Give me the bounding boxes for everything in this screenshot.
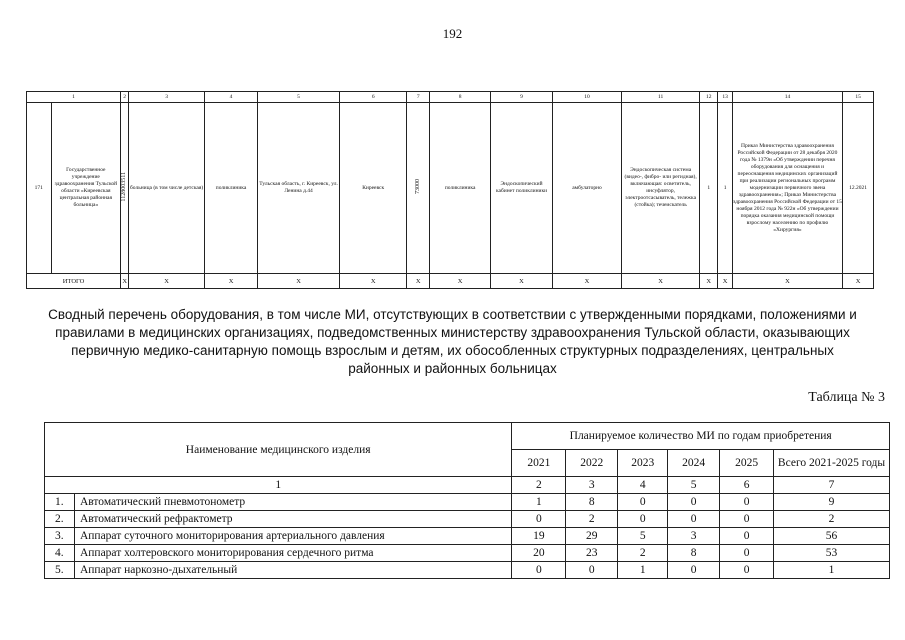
header-cell: 13 [718, 92, 732, 103]
header-cell: 12 [700, 92, 718, 103]
year-value: 0 [618, 511, 668, 528]
header-cell: 5 [258, 92, 340, 103]
year-value: 0 [668, 494, 720, 511]
header-cell: 14 [732, 92, 842, 103]
year-value: 0 [668, 562, 720, 579]
column-number: 5 [668, 477, 720, 494]
header-cell: 10 [552, 92, 622, 103]
total-row [27, 274, 874, 289]
year-value: 0 [720, 562, 774, 579]
year-value: 1 [512, 494, 566, 511]
care-conditions: амбулаторно [552, 103, 622, 274]
year-value: 29 [566, 528, 618, 545]
address: Тульская область, г. Киреевск, ул. Ленина д.44 [258, 103, 340, 274]
year-value: 8 [668, 545, 720, 562]
year-value: 1 [618, 562, 668, 579]
header-cell: 11 [622, 92, 700, 103]
header-cell: 8 [429, 92, 490, 103]
device-name: Аппарат суточного мониторирования артериального давления [74, 528, 511, 545]
x-cell: X [204, 274, 257, 289]
page-number: 192 [442, 26, 463, 41]
unit-type: поликлиника [429, 103, 490, 274]
header-cell: 15 [843, 92, 874, 103]
table-row [45, 545, 890, 562]
row-number: 171 [27, 103, 52, 274]
row-number: 3. [45, 528, 75, 545]
column-number: 1 [45, 477, 512, 494]
x-cell: X [732, 274, 842, 289]
device-name: Аппарат холтеровского мониторирования сердечного ритма [74, 545, 511, 562]
oktmo-code: 73000 [414, 179, 421, 194]
header-cell: 3 [129, 92, 205, 103]
year-value: 0 [720, 494, 774, 511]
organization-type: больница (в том числе детская) [129, 103, 205, 274]
column-number: 6 [720, 477, 774, 494]
header-cell: 6 [339, 92, 407, 103]
year-header: 2025 [720, 450, 774, 477]
device-name: Автоматический пневмотонометр [74, 494, 511, 511]
x-cell: X [843, 274, 874, 289]
table-row [27, 103, 874, 274]
header-cell: 2 [121, 92, 129, 103]
year-value: 5 [618, 528, 668, 545]
subdivision-type: поликлиника [204, 103, 257, 274]
legal-basis: Приказ Министерства здравоохранения Российской Федерации от 28 декабря 2020 года № 1379н «Об утверждении перечня оборудования для оснащения и переоснащения медицинских организаций при реализации региональных программ модернизации первичного звена здравоохранения»; Приказ Министерства здравоохранения Российской Федерации от 15 ноября 2012 года № 922н «Об утверждении порядка оказания медицинской помощи взрослому населению по профилю «Хирургия» [732, 103, 842, 274]
header-cell: 9 [491, 92, 552, 103]
equipment-plan-table [44, 422, 890, 579]
x-cell: X [552, 274, 622, 289]
total-value: 2 [774, 511, 890, 528]
total-value: 9 [774, 494, 890, 511]
year-value: 0 [720, 511, 774, 528]
x-cell: X [429, 274, 490, 289]
inn-code: 1128003511 [121, 171, 128, 202]
year-value: 0 [566, 562, 618, 579]
year-header: 2021 [512, 450, 566, 477]
x-cell: X [339, 274, 407, 289]
year-value: 0 [512, 511, 566, 528]
year-header: 2023 [618, 450, 668, 477]
x-cell: X [491, 274, 552, 289]
plan-header: Планируемое количество МИ по годам приобретения [512, 423, 890, 450]
x-cell: X [622, 274, 700, 289]
year-value: 8 [566, 494, 618, 511]
row-number: 4. [45, 545, 75, 562]
equipment-description: Эндоскопическая система (видео-, фибро- или регидная), включающая: осветитель, инсуфлятор, электроотсасыватель, тележка (стойка); течеискатель [622, 103, 700, 274]
date-cell: 12.2021 [843, 103, 874, 274]
header-row [45, 423, 890, 450]
name-header: Наименование медицинского изделия [45, 423, 512, 477]
quantity-cell: 1 [718, 103, 732, 274]
row-number: 5. [45, 562, 75, 579]
year-value: 2 [618, 545, 668, 562]
total-value: 53 [774, 545, 890, 562]
year-header: 2024 [668, 450, 720, 477]
table-row [45, 562, 890, 579]
device-name: Аппарат наркозно-дыхательный [74, 562, 511, 579]
column-number-row [27, 92, 874, 103]
year-value: 0 [720, 545, 774, 562]
x-cell: X [700, 274, 718, 289]
year-value: 0 [668, 511, 720, 528]
column-number: 7 [774, 477, 890, 494]
total-value: 56 [774, 528, 890, 545]
year-header: 2022 [566, 450, 618, 477]
equipment-detail-table [26, 91, 874, 289]
settlement: Киреевск [339, 103, 407, 274]
table-row [45, 528, 890, 545]
column-number: 3 [566, 477, 618, 494]
year-value: 3 [668, 528, 720, 545]
year-value: 0 [720, 528, 774, 545]
year-value: 0 [618, 494, 668, 511]
year-value: 2 [566, 511, 618, 528]
total-header: Всего 2021-2025 годы [774, 450, 890, 477]
cabinet-name: Эндоскопический кабинет поликлиники [491, 103, 552, 274]
year-value: 19 [512, 528, 566, 545]
x-cell: X [407, 274, 430, 289]
header-cell: 1 [27, 92, 121, 103]
year-value: 20 [512, 545, 566, 562]
x-cell: X [258, 274, 340, 289]
x-cell: X [718, 274, 732, 289]
summary-title: Сводный перечень оборудования, в том числе МИ, отсутствующих в соответствии с утвержденными порядками, положениями и правилами в медицинских организациях, подведомственных министерству здравоохранения Тульской области, оказывающих первичную медико-санитарную помощь взрослым и детям, их обособленных структурных подразделениях, центральных районных и районных больницах [48, 307, 857, 376]
row-number: 2. [45, 511, 75, 528]
x-cell: X [129, 274, 205, 289]
header-cell: 7 [407, 92, 430, 103]
table-body [45, 494, 890, 579]
total-label: ИТОГО [27, 274, 121, 289]
header-cell: 4 [204, 92, 257, 103]
table-row [45, 494, 890, 511]
column-number: 4 [618, 477, 668, 494]
quantity-cell: 1 [700, 103, 718, 274]
device-name: Автоматический рефрактометр [74, 511, 511, 528]
table-label: Таблица № 3 [808, 390, 885, 405]
total-value: 1 [774, 562, 890, 579]
row-number: 1. [45, 494, 75, 511]
column-number: 2 [512, 477, 566, 494]
column-number-row [45, 477, 890, 494]
year-value: 23 [566, 545, 618, 562]
organization-name: Государственное учреждение здравоохранения Тульской области «Киреевская центральная районная больница» [51, 103, 121, 274]
table-row [45, 511, 890, 528]
year-value: 0 [512, 562, 566, 579]
x-cell: X [121, 274, 129, 289]
